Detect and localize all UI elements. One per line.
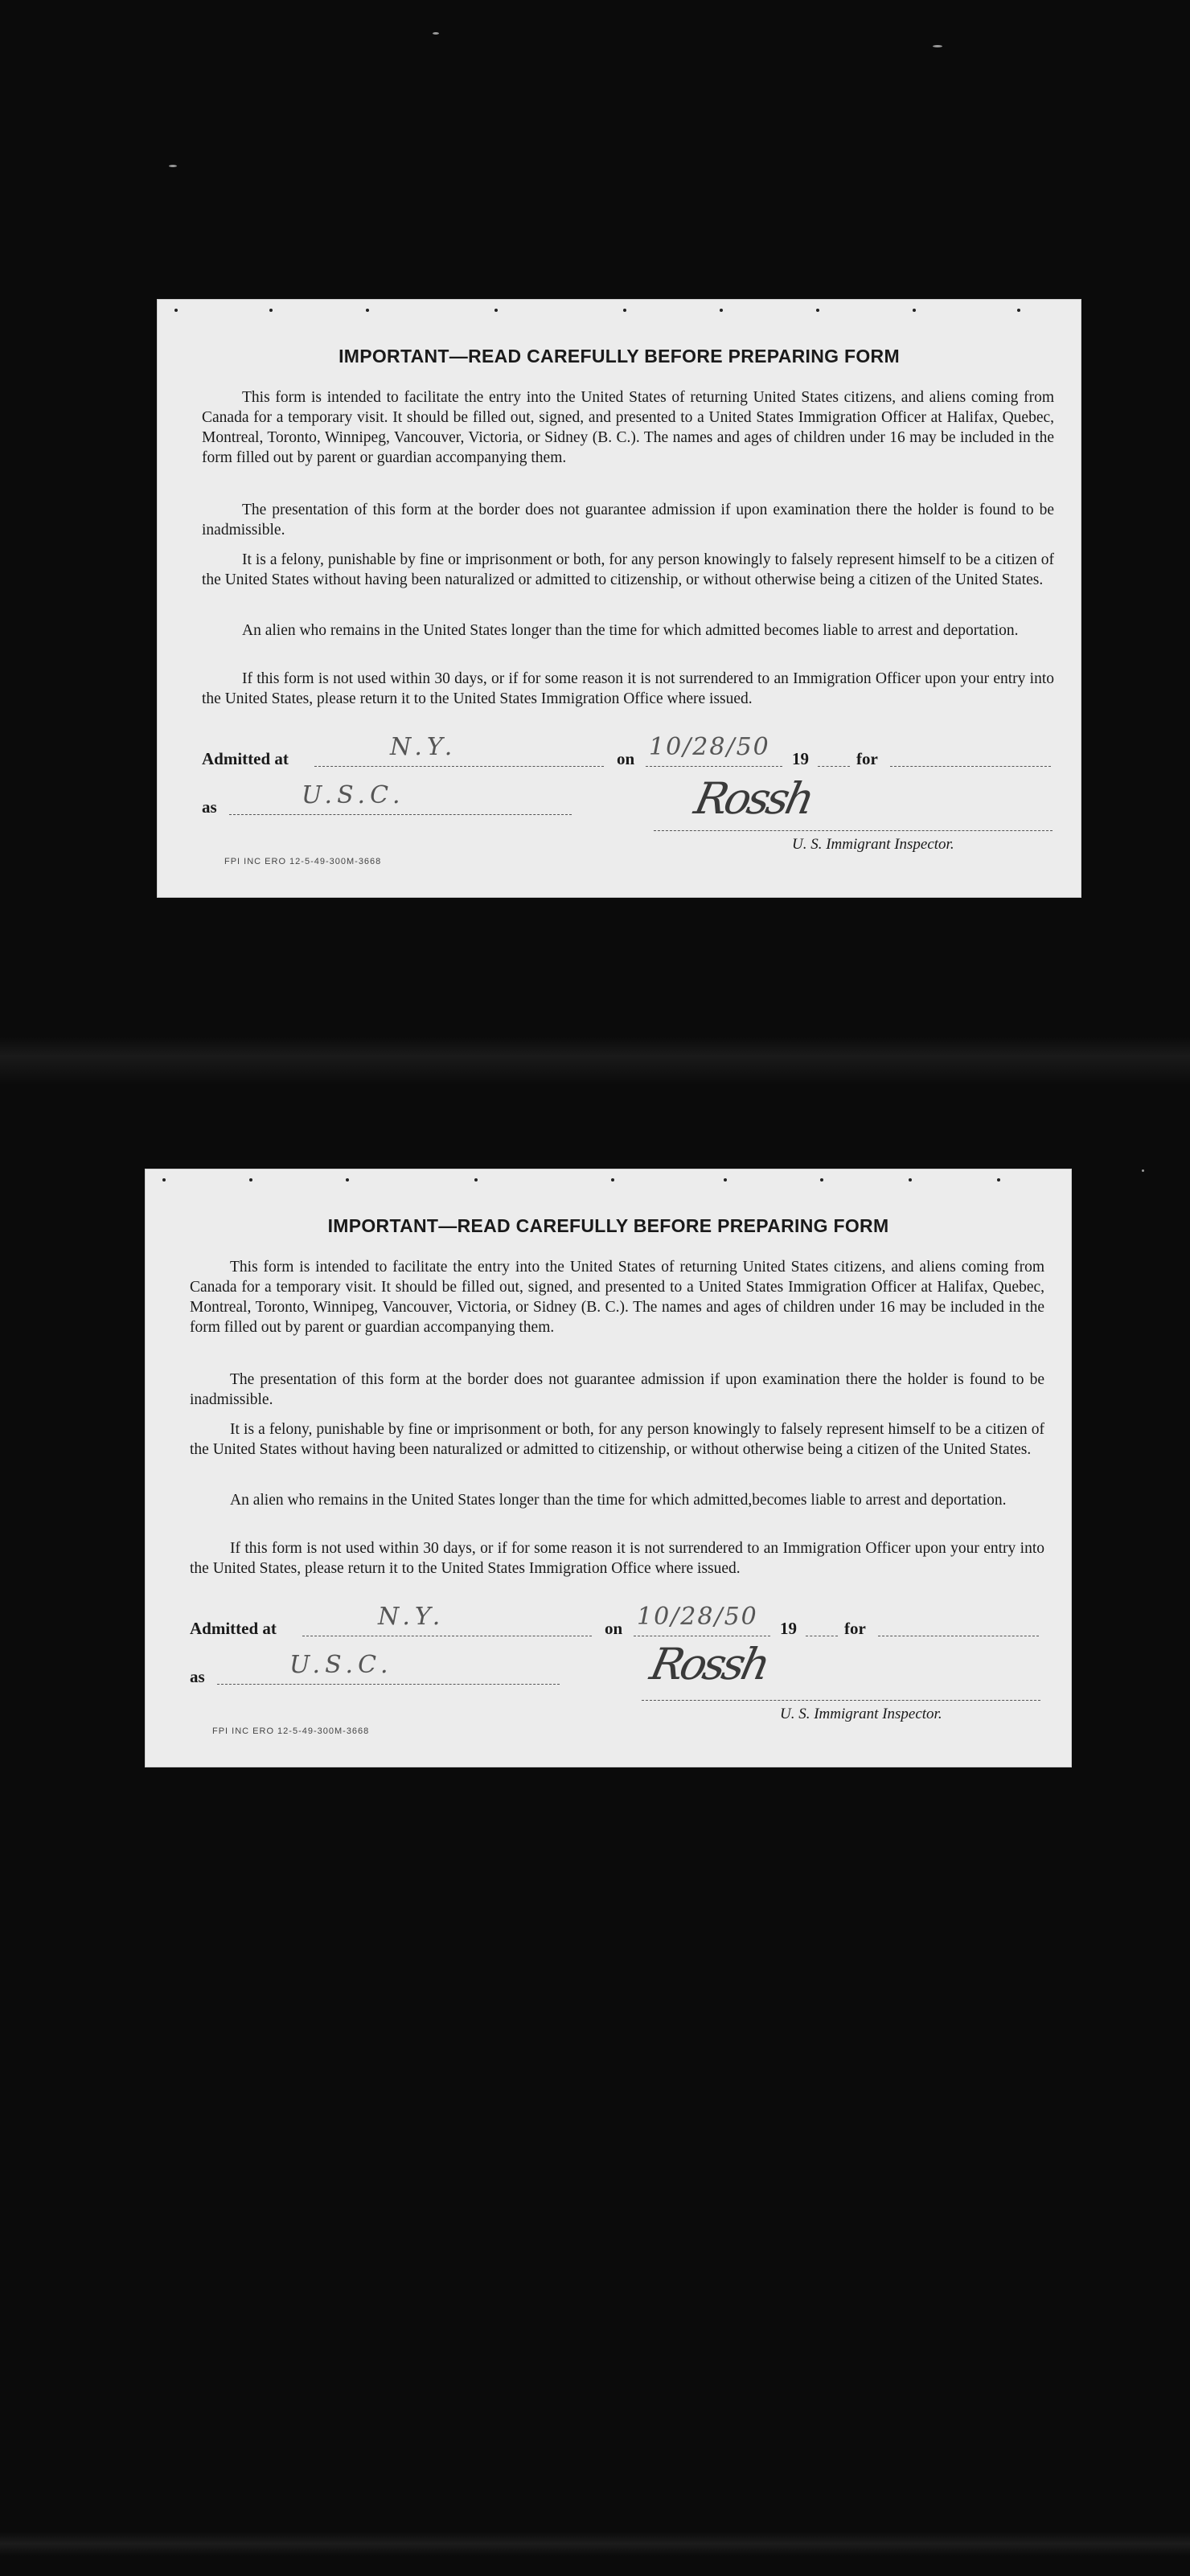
year-line [818, 765, 850, 767]
punch-dots [161, 1178, 1056, 1185]
year-line [806, 1635, 838, 1636]
signature-line [654, 829, 1053, 831]
return-notice-paragraph: If this form is not used within 30 days, or if for some reason it is not surrendered to an Immigration Officer upon your entry into the United States, please return it to the United States Immigration Office where issued. [190, 1540, 1044, 1577]
scan-speck [169, 165, 177, 167]
admitted-at-value: N.Y. [378, 1603, 445, 1631]
date-line [646, 765, 782, 767]
deportation-notice-paragraph: An alien who remains in the United States longer than the time for which admitted becomes liable to arrest and deportation. [242, 622, 1019, 639]
as-label: as [190, 1667, 205, 1686]
felony-warning-paragraph: It is a felony, punishable by fine or imprisonment or both, for any person knowingly to falsely represent himself to be a citizen of the United States without having been naturalized or admitted to citizenship, or without otherwise being a citizen of the United States. [190, 1421, 1044, 1458]
form-code: FPI INC ERO 12-5-49-300M-3668 [212, 1726, 370, 1736]
form-code: FPI INC ERO 12-5-49-300M-3668 [224, 857, 382, 866]
as-label: as [202, 797, 217, 817]
admitted-at-line [314, 765, 604, 767]
date-value: 10/28/50 [649, 733, 770, 761]
inspector-label: U. S. Immigrant Inspector. [792, 836, 954, 853]
entry-form-card [145, 1169, 1072, 1767]
inspector-signature: Rossh [690, 773, 817, 824]
scan-speck [933, 45, 942, 47]
for-label: for [856, 749, 878, 768]
return-notice-paragraph: If this form is not used within 30 days, or if for some reason it is not surrendered to an Immigration Officer upon your entry into the United States, please return it to the United States Immigration Office where issued. [202, 670, 1054, 707]
punch-dots [173, 309, 1065, 315]
as-value: U.S.C. [302, 781, 405, 809]
felony-warning-paragraph: It is a felony, punishable by fine or imprisonment or both, for any person knowingly to falsely represent himself to be a citizen of the United States without having been naturalized or admitted to citizenship, or without otherwise being a citizen of the United States. [202, 551, 1054, 588]
year-label: 19 [792, 749, 809, 768]
signature-line [642, 1699, 1040, 1701]
for-line [878, 1635, 1039, 1636]
on-label: on [605, 1619, 623, 1638]
admitted-at-line [302, 1635, 592, 1636]
form-title: IMPORTANT—READ CAREFULLY BEFORE PREPARING FORM [327, 1215, 889, 1236]
as-line [217, 1683, 560, 1685]
year-label: 19 [780, 1619, 797, 1638]
admitted-at-value: N.Y. [390, 733, 458, 761]
date-line [634, 1635, 770, 1636]
border-notice-paragraph: The presentation of this form at the border does not guarantee admission if upon examination there the holder is found to be inadmissible. [202, 502, 1054, 539]
date-value: 10/28/50 [637, 1603, 758, 1631]
deportation-notice-paragraph: An alien who remains in the United States longer than the time for which admitted,becomes liable to arrest and deportation. [230, 1492, 1007, 1509]
on-label: on [617, 749, 635, 768]
scan-speck [1142, 1169, 1144, 1172]
admitted-at-label: Admitted at [190, 1619, 277, 1638]
inspector-label: U. S. Immigrant Inspector. [780, 1706, 942, 1722]
film-band [0, 1037, 1190, 1085]
for-line [890, 765, 1051, 767]
film-band [0, 2532, 1190, 2556]
border-notice-paragraph: The presentation of this form at the border does not guarantee admission if upon examination there the holder is found to be inadmissible. [190, 1371, 1044, 1408]
scan-speck [433, 32, 439, 35]
as-value: U.S.C. [289, 1651, 393, 1679]
admitted-at-label: Admitted at [202, 749, 289, 768]
as-line [229, 813, 572, 815]
instructions-paragraph: This form is intended to facilitate the entry into the United States of returning United States citizens, and aliens coming from Canada for a temporary visit. It should be filled out, signed, and presented to a United States Immigration Officer at Halifax, Quebec, Montreal, Toronto, Winnipeg, Vancouver, Victoria, or Sidney (B. C.). The names and ages of children under 16 may be included in the form filled out by parent or guardian accompanying them. [202, 389, 1054, 466]
inspector-signature: Rossh [646, 1639, 773, 1689]
for-label: for [844, 1619, 866, 1638]
form-title: IMPORTANT—READ CAREFULLY BEFORE PREPARING FORM [339, 346, 900, 367]
entry-form-card [157, 299, 1081, 898]
instructions-paragraph: This form is intended to facilitate the entry into the United States of returning United States citizens, and aliens coming from Canada for a temporary visit. It should be filled out, signed, and presented to a United States Immigration Officer at Halifax, Quebec, Montreal, Toronto, Winnipeg, Vancouver, Victoria, or Sidney (B. C.). The names and ages of children under 16 may be included in the form filled out by parent or guardian accompanying them. [190, 1259, 1044, 1336]
